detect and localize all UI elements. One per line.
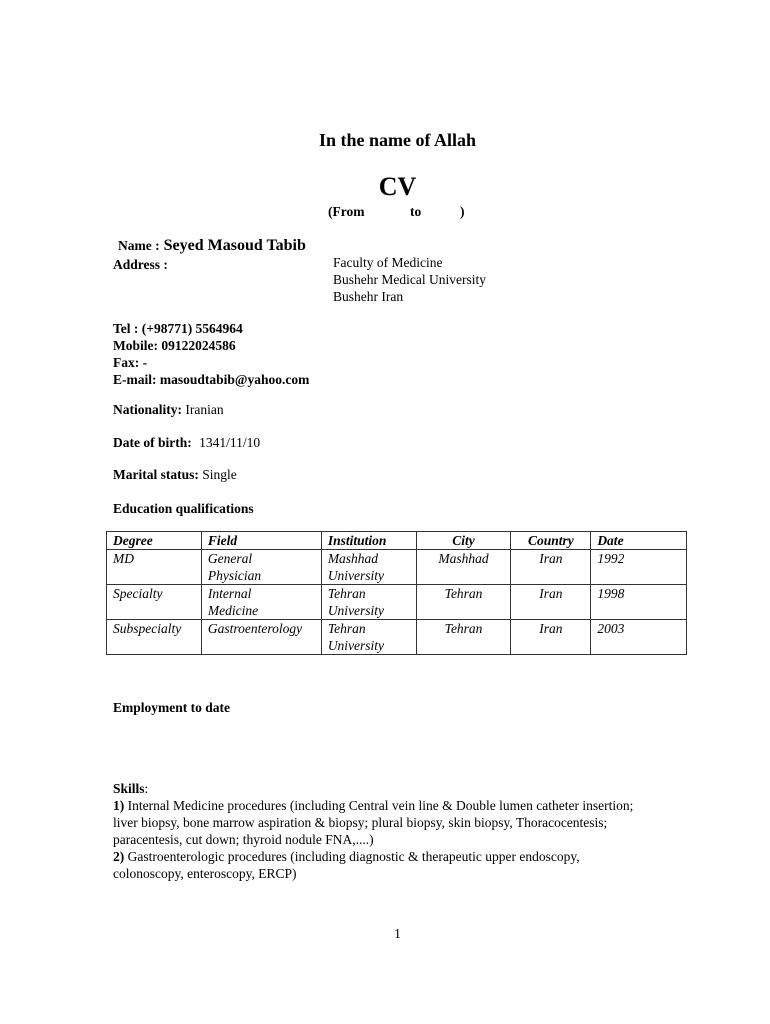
nationality-line — [113, 401, 224, 418]
col-header-country: Country — [511, 532, 591, 550]
cell-institution-line: Mashhad — [327, 551, 379, 566]
name-label: Name : — [118, 238, 160, 253]
page-number: 1 — [394, 926, 401, 941]
marital-label: Marital status: — [113, 467, 199, 482]
cell-institution — [321, 550, 416, 585]
col-header-city: City — [416, 532, 511, 550]
skill-item — [113, 797, 653, 848]
mobile-line: Mobile: 09122024586 — [113, 338, 236, 353]
cell-date: 2003 — [591, 620, 687, 655]
address-label: Address : — [113, 257, 168, 272]
marital-value: Single — [202, 467, 237, 482]
skills-heading: Skills — [113, 781, 145, 796]
nationality-value: Iranian — [185, 402, 224, 417]
cv-heading: CV — [378, 172, 417, 201]
skill-text: Internal Medicine procedures (including Central vein line & Double lumen catheter insertion; liver biopsy, bone marrow aspiration & biopsy; plural biopsy, skin biopsy, Thoracocentesis; paracentesis, cut down; thyroid nodule FNA,....) — [113, 798, 634, 847]
col-header-institution: Institution — [321, 532, 416, 550]
dob-line — [113, 434, 260, 451]
skills-colon: : — [144, 781, 149, 796]
cell-country: Iran — [511, 585, 591, 620]
cell-institution-line: Tehran — [327, 621, 366, 636]
contact-block — [113, 320, 309, 388]
col-header-date: Date — [591, 532, 687, 550]
cell-field-line: General — [207, 551, 253, 566]
cell-date: 1992 — [591, 550, 687, 585]
document-title: In the name of Allah — [318, 130, 477, 150]
cell-date: 1998 — [591, 585, 687, 620]
table-header-row — [107, 532, 687, 550]
cell-field — [201, 620, 321, 655]
table-row — [107, 585, 687, 620]
skill-text: Gastroenterologic procedures (including diagnostic & therapeutic upper endoscopy, colonoscopy, enteroscopy, ERCP) — [113, 849, 580, 881]
dob-value: 1341/11/10 — [199, 435, 261, 450]
nationality-label: Nationality: — [113, 402, 182, 417]
cell-degree: Specialty — [107, 585, 202, 620]
cell-field-line: Gastroenterology — [207, 621, 303, 636]
skill-number: 1) — [113, 798, 125, 813]
cell-city: Mashhad — [416, 550, 511, 585]
skill-item — [113, 848, 653, 882]
cell-field — [201, 585, 321, 620]
cell-field-line: Medicine — [207, 603, 259, 618]
skills-section — [113, 780, 653, 882]
cell-city: Tehran — [416, 620, 511, 655]
fax-line: Fax: - — [113, 355, 148, 370]
cell-country: Iran — [511, 550, 591, 585]
cell-country: Iran — [511, 620, 591, 655]
marital-line — [113, 466, 237, 483]
cell-degree: MD — [107, 550, 202, 585]
name-value: Seyed Masoud Tabib — [163, 237, 306, 254]
table-row — [107, 620, 687, 655]
address-line: Bushehr Medical University — [333, 272, 486, 287]
cell-institution — [321, 620, 416, 655]
cell-institution-line: University — [327, 568, 385, 583]
cell-degree: Subspecialty — [107, 620, 202, 655]
skills-heading-line — [113, 780, 653, 797]
education-table — [106, 531, 687, 655]
name-line — [118, 237, 306, 255]
cell-institution — [321, 585, 416, 620]
dob-label: Date of birth: — [113, 435, 192, 450]
email-line: E-mail: masoudtabib@yahoo.com — [113, 372, 310, 387]
to-label: to — [410, 204, 422, 219]
tel-line: Tel : (+98771) 5564964 — [113, 321, 243, 336]
skill-number: 2) — [113, 849, 125, 864]
address-block — [333, 254, 486, 305]
col-header-field: Field — [201, 532, 321, 550]
from-label: (From — [328, 204, 365, 219]
cell-field-line: Physician — [207, 568, 262, 583]
close-paren: ) — [460, 204, 465, 219]
cell-field — [201, 550, 321, 585]
cell-institution-line: Tehran — [327, 586, 366, 601]
cell-city: Tehran — [416, 585, 511, 620]
table-row — [107, 550, 687, 585]
employment-heading: Employment to date — [113, 700, 230, 715]
address-line: Faculty of Medicine — [333, 255, 443, 270]
cell-field-line: Internal — [207, 586, 252, 601]
col-header-degree: Degree — [107, 532, 202, 550]
cell-institution-line: University — [327, 603, 385, 618]
address-line: Bushehr Iran — [333, 289, 404, 304]
cell-institution-line: University — [327, 638, 385, 653]
education-heading: Education qualifications — [113, 501, 254, 516]
